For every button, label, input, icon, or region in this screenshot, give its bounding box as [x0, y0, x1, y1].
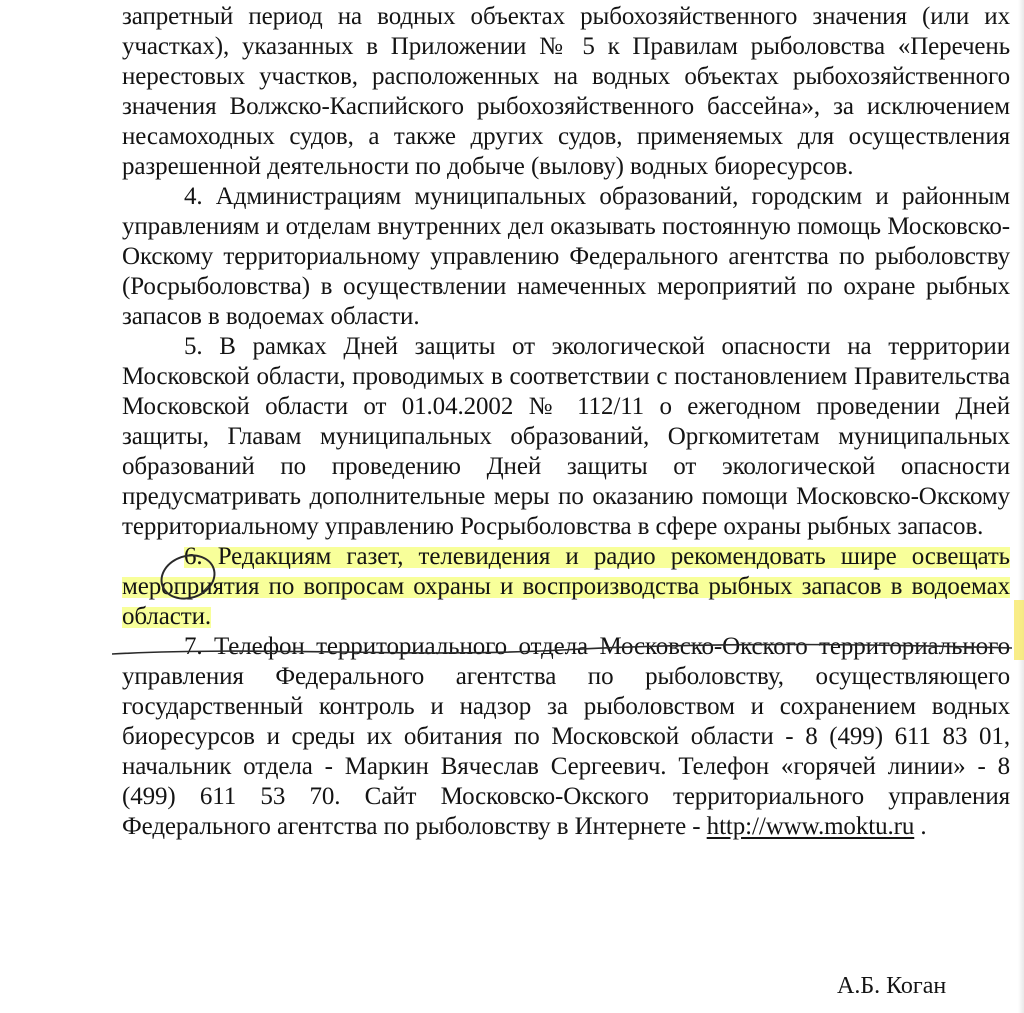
highlighter-edge-mark	[1014, 600, 1024, 660]
document-body	[122, 2, 1010, 842]
paragraph-4: 4. Администрациям муниципальных образований, городским и районным управлениям и отделам внутренних дел оказывать постоянную помощь Московско-Окскому территориальному управлению Федерального агентства по рыболовству (Росрыболовства) в осуществлении намеченных мероприятий по охране рыбных запасов в водоемах области.	[122, 183, 1010, 330]
paragraph-7-end: .	[914, 813, 927, 840]
paragraph-continuation: запретный период на водных объектах рыбохозяйственного значения (или их участках), указанных в Приложении № 5 к Правилам рыболовства «Перечень нерестовых участков, расположенных на водных объектах рыбохозяйственного значения Волжско-Каспийского рыбохозяйственного бассейна», за исключением несамоходных судов, а также других судов, применяемых для осуществления разрешенной деятельности по добыче (вылову) водных биоресурсов.	[122, 3, 1010, 180]
paragraph-7	[122, 632, 1010, 842]
highlighted-text: 6. Редакциям газет, телевидения и радио рекомендовать шире освещать мероприятия по вопросам охраны и воспроизводства рыбных запасов в водоемах области.	[122, 543, 1010, 630]
website-link[interactable]: http://www.moktu.ru	[706, 813, 915, 840]
paragraph-5: 5. В рамках Дней защиты от экологической опасности на территории Московской области, проводимых в соответствии с постановлением Правительства Московской области от 01.04.2002 № 112/11 о ежегодном проведении Дней защиты, Главам муниципальных образований, Оргкомитетам муниципальных образований по проведению Дней защиты от экологической опасности предусматривать дополнительные меры по оказанию помощи Московско-Окскому территориальному управлению Росрыболовства в сфере охраны рыбных запасов.	[122, 333, 1010, 540]
paragraph-6-highlighted	[122, 542, 1010, 632]
paragraph-7-text: 7. Телефон территориального отдела Московско-Окского территориального управления Федерального агентства по рыболовству, осуществляющего государственный контроль и надзор за рыболовством и сохранением водных биоресурсов и среды их обитания по Московской области - 8 (499) 611 83 01, начальник отдела - Маркин Вячеслав Сергеевич. Телефон «горячей линии» - 8 (499) 611 53 70. Сайт Московско-Окского территориального управления Федерального агентства по рыболовству в Интернете -	[122, 633, 1010, 840]
scan-edge-shadow	[1018, 0, 1024, 1013]
signature-name: А.Б. Коган	[837, 973, 947, 999]
pen-underline-mark	[112, 640, 1012, 660]
